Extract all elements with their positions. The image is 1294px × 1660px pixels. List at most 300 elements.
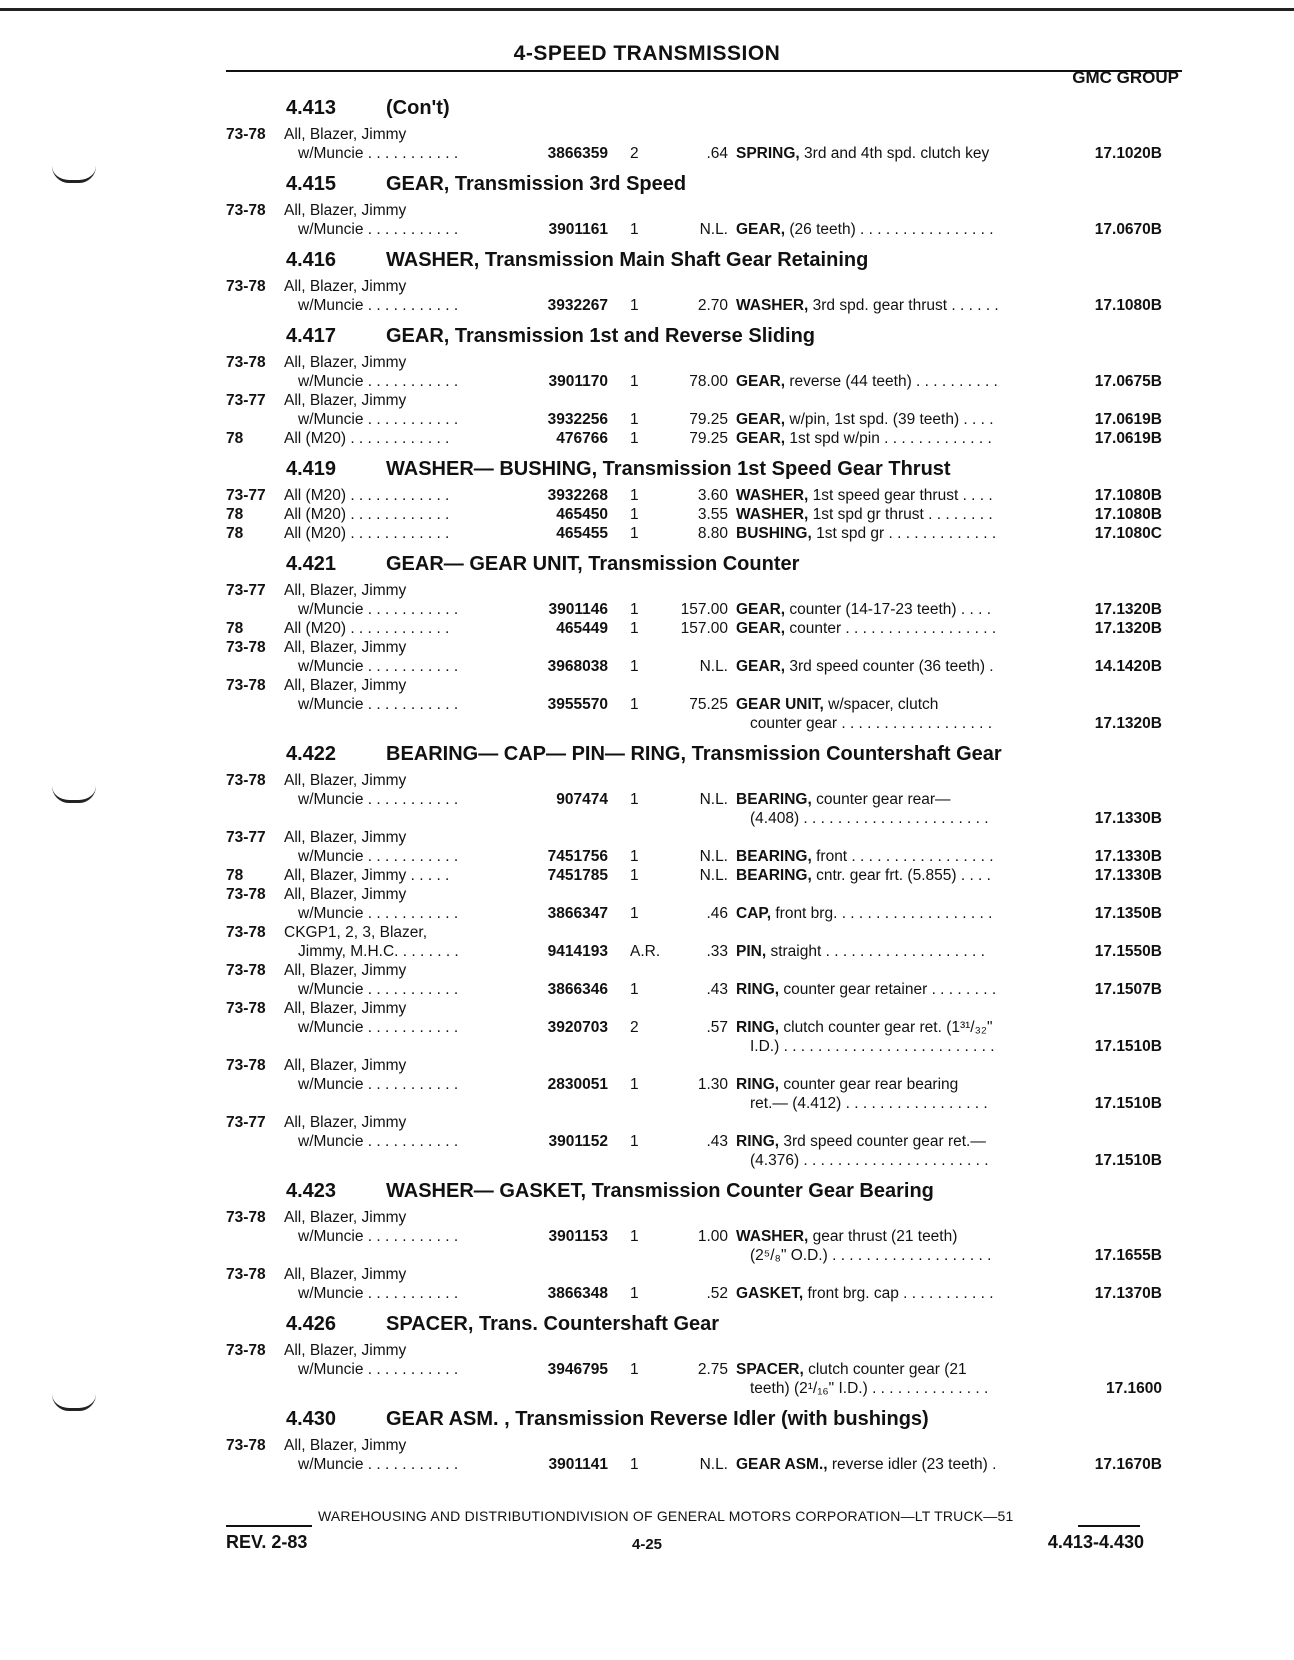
application xyxy=(284,657,516,676)
top-border-rule xyxy=(0,8,1294,11)
description xyxy=(728,1379,1054,1398)
price: N.L. xyxy=(699,221,728,238)
description-detail: counter gear rear— xyxy=(811,791,951,808)
part-number: 3932268 xyxy=(547,487,608,504)
application xyxy=(284,695,516,714)
part-line xyxy=(226,410,1186,429)
application-text: w/Muncie . . . . . . . . . . . xyxy=(298,905,459,922)
model-years: 78 xyxy=(226,506,244,523)
application-text: w/Muncie . . . . . . . . . . . xyxy=(298,145,459,162)
part-line xyxy=(226,828,1186,847)
description-name: WASHER, xyxy=(736,1228,809,1245)
section-title: WASHER— GASKET, Transmission Counter Gear Bearing xyxy=(386,1180,934,1202)
model-years: 73-78 xyxy=(226,1000,266,1017)
section-title: GEAR, Transmission 1st and Reverse Sliding xyxy=(386,325,816,347)
catalog-reference: 17.0675B xyxy=(1094,373,1162,390)
footer-rule-left xyxy=(226,1525,312,1527)
model-years: 73-77 xyxy=(226,1114,266,1131)
quantity: 1 xyxy=(630,867,639,884)
catalog-reference: 17.1330B xyxy=(1094,810,1162,827)
application: All (M20) . . . . . . . . . . . . xyxy=(284,487,450,504)
description-detail: 3rd speed counter gear ret.— xyxy=(779,1133,986,1150)
description xyxy=(728,410,1054,429)
model-years: 73-78 xyxy=(226,278,266,295)
catalog-reference: 17.1080B xyxy=(1094,506,1162,523)
quantity: 1 xyxy=(630,525,639,542)
part-line xyxy=(226,1360,1186,1379)
catalog-reference: 17.1670B xyxy=(1094,1456,1162,1473)
price: 2.75 xyxy=(697,1361,728,1378)
description-name: RING, xyxy=(736,1019,780,1036)
application-text: w/Muncie . . . . . . . . . . . xyxy=(298,848,459,865)
footer-publisher: WAREHOUSING AND DISTRIBUTIONDIVISION OF GENERAL MOTORS CORPORATION—LT TRUCK—51 xyxy=(318,1508,1014,1524)
catalog-section xyxy=(226,320,1186,448)
section-title: WASHER— BUSHING, Transmission 1st Speed Gear Thrust xyxy=(386,458,951,480)
section-heading xyxy=(286,453,1186,486)
model-years: 78 xyxy=(226,430,244,447)
application: All, Blazer, Jimmy xyxy=(284,1114,407,1131)
application: All, Blazer, Jimmy xyxy=(284,829,407,846)
model-years: 73-78 xyxy=(226,924,266,941)
part-line xyxy=(226,1208,1186,1227)
part-line xyxy=(226,1075,1186,1094)
price: 3.55 xyxy=(697,506,728,523)
section-number: 4.423 xyxy=(286,1180,337,1202)
application: All, Blazer, Jimmy xyxy=(284,392,407,409)
quantity: 1 xyxy=(630,430,639,447)
description-name: BUSHING, xyxy=(736,525,812,542)
description xyxy=(728,1132,1054,1151)
catalog-section xyxy=(226,1175,1186,1303)
description xyxy=(728,486,1054,505)
application: All (M20) . . . . . . . . . . . . xyxy=(284,430,450,447)
application xyxy=(284,980,516,999)
description-detail: gear thrust (21 teeth) xyxy=(808,1228,958,1245)
description xyxy=(728,144,1054,163)
section-number: 4.422 xyxy=(286,743,337,765)
part-number: 3920703 xyxy=(547,1019,608,1036)
description-detail: w/spacer, clutch xyxy=(823,696,939,713)
description xyxy=(728,809,1054,828)
application xyxy=(284,410,516,429)
section-number: 4.421 xyxy=(286,553,337,575)
application xyxy=(284,296,516,315)
application-text: w/Muncie . . . . . . . . . . . xyxy=(298,1361,459,1378)
price: .33 xyxy=(706,943,728,960)
application: CKGP1, 2, 3, Blazer, xyxy=(284,924,428,941)
application xyxy=(284,847,516,866)
description-detail: teeth) (2¹/₁₆" I.D.) . . . . . . . . . . . . . . xyxy=(750,1380,989,1397)
description-detail: (4.408) . . . . . . . . . . . . . . . . . . . . . . xyxy=(750,810,989,827)
binding-hole-mark xyxy=(52,786,96,803)
quantity: 1 xyxy=(630,297,639,314)
application: All, Blazer, Jimmy xyxy=(284,1000,407,1017)
application: All, Blazer, Jimmy xyxy=(284,278,407,295)
application-text: w/Muncie . . . . . . . . . . . xyxy=(298,981,459,998)
part-line xyxy=(226,1113,1186,1132)
part-line xyxy=(226,1018,1186,1037)
application: All (M20) . . . . . . . . . . . . xyxy=(284,506,450,523)
part-number: 3955570 xyxy=(547,696,608,713)
part-number: 465449 xyxy=(556,620,608,637)
application: All, Blazer, Jimmy xyxy=(284,126,407,143)
page-number: 4-25 xyxy=(631,1536,663,1553)
application xyxy=(284,942,516,961)
catalog-section xyxy=(226,548,1186,733)
application-text: Jimmy, M.H.C. . . . . . . . xyxy=(298,943,459,960)
group-label: GMC GROUP xyxy=(1072,68,1179,87)
description-detail: front brg. cap . . . . . . . . . . . xyxy=(803,1285,994,1302)
part-number: 3866359 xyxy=(547,145,608,162)
part-line xyxy=(226,638,1186,657)
description-detail: counter . . . . . . . . . . . . . . . . . . xyxy=(785,620,997,637)
catalog-reference: 17.1510B xyxy=(1094,1152,1162,1169)
catalog-reference: 17.1320B xyxy=(1094,601,1162,618)
quantity: 1 xyxy=(630,1133,639,1150)
part-line xyxy=(226,600,1186,619)
part-line xyxy=(226,391,1186,410)
catalog-reference: 17.1330B xyxy=(1094,848,1162,865)
application: All, Blazer, Jimmy xyxy=(284,677,407,694)
section-range: 4.413-4.430 xyxy=(1047,1532,1144,1552)
catalog-reference: 17.1655B xyxy=(1094,1247,1162,1264)
application-text: w/Muncie . . . . . . . . . . . xyxy=(298,1019,459,1036)
description xyxy=(728,372,1054,391)
description-name: GEAR, xyxy=(736,620,786,637)
description xyxy=(728,524,1054,543)
model-years: 73-78 xyxy=(226,639,266,656)
description xyxy=(728,942,1054,961)
quantity: 2 xyxy=(630,145,639,162)
description-detail: 1st speed gear thrust . . . . xyxy=(808,487,993,504)
catalog-reference: 17.1370B xyxy=(1094,1285,1162,1302)
part-number: 465455 xyxy=(556,525,608,542)
part-line xyxy=(226,1132,1186,1151)
section-title: (Con't) xyxy=(386,97,450,119)
description xyxy=(728,790,1054,809)
model-years: 73-77 xyxy=(226,487,266,504)
part-line xyxy=(226,999,1186,1018)
part-line xyxy=(226,1284,1186,1303)
part-line xyxy=(226,524,1186,543)
section-heading xyxy=(286,738,1186,771)
application xyxy=(284,904,516,923)
description-detail: counter gear . . . . . . . . . . . . . . . . . . xyxy=(750,715,993,732)
quantity: 1 xyxy=(630,221,639,238)
section-number: 4.426 xyxy=(286,1313,337,1335)
catalog-section xyxy=(226,244,1186,315)
part-number: 3968038 xyxy=(547,658,608,675)
section-heading xyxy=(286,92,1186,125)
price: .43 xyxy=(706,981,728,998)
part-number: 3901170 xyxy=(548,373,608,390)
description xyxy=(728,980,1054,999)
catalog-section xyxy=(226,738,1186,1170)
part-line xyxy=(226,1151,1186,1170)
model-years: 78 xyxy=(226,525,244,542)
part-line xyxy=(226,619,1186,638)
application xyxy=(284,600,516,619)
part-line xyxy=(226,904,1186,923)
part-line xyxy=(226,695,1186,714)
part-line xyxy=(226,220,1186,239)
application-text: w/Muncie . . . . . . . . . . . xyxy=(298,696,459,713)
section-number: 4.417 xyxy=(286,325,337,347)
application-text: w/Muncie . . . . . . . . . . . xyxy=(298,1456,459,1473)
part-line xyxy=(226,1436,1186,1455)
section-title: BEARING— CAP— PIN— RING, Transmission Countershaft Gear xyxy=(386,743,1002,765)
description xyxy=(728,505,1054,524)
part-line xyxy=(226,1341,1186,1360)
catalog-reference: 17.1080B xyxy=(1094,297,1162,314)
application: All, Blazer, Jimmy xyxy=(284,1057,407,1074)
model-years: 73-78 xyxy=(226,1342,266,1359)
part-line xyxy=(226,980,1186,999)
application xyxy=(284,790,516,809)
description-detail: 3rd and 4th spd. clutch key xyxy=(799,145,990,162)
quantity: 1 xyxy=(630,696,639,713)
part-line xyxy=(226,1265,1186,1284)
section-heading xyxy=(286,320,1186,353)
quantity: 1 xyxy=(630,1228,639,1245)
model-years: 73-78 xyxy=(226,886,266,903)
description-name: GASKET, xyxy=(736,1285,804,1302)
price: 2.70 xyxy=(697,297,728,314)
part-number: 3901152 xyxy=(548,1133,608,1150)
model-years: 73-78 xyxy=(226,772,266,789)
description-detail: cntr. gear frt. (5.855) . . . . xyxy=(811,867,991,884)
quantity: 1 xyxy=(630,506,639,523)
description-name: RING, xyxy=(736,1133,780,1150)
description-detail: counter (14-17-23 teeth) . . . . xyxy=(785,601,992,618)
price: .43 xyxy=(706,1133,728,1150)
price: 79.25 xyxy=(689,430,728,447)
description xyxy=(728,1246,1054,1265)
model-years: 78 xyxy=(226,620,244,637)
application: All, Blazer, Jimmy xyxy=(284,639,407,656)
model-years: 73-78 xyxy=(226,126,266,143)
part-line xyxy=(226,923,1186,942)
quantity: 1 xyxy=(630,1361,639,1378)
part-line xyxy=(226,809,1186,828)
application: All, Blazer, Jimmy xyxy=(284,354,407,371)
application-text: w/Muncie . . . . . . . . . . . xyxy=(298,221,459,238)
section-title: GEAR— GEAR UNIT, Transmission Counter xyxy=(386,553,800,575)
application-text: w/Muncie . . . . . . . . . . . xyxy=(298,411,459,428)
description xyxy=(728,1018,1054,1037)
description xyxy=(728,1360,1054,1379)
section-heading xyxy=(286,168,1186,201)
model-years: 73-78 xyxy=(226,354,266,371)
price: 75.25 xyxy=(689,696,728,713)
application: All, Blazer, Jimmy xyxy=(284,202,407,219)
application: All, Blazer, Jimmy xyxy=(284,1266,407,1283)
part-line xyxy=(226,296,1186,315)
part-line xyxy=(226,676,1186,695)
part-line xyxy=(226,885,1186,904)
application: All (M20) . . . . . . . . . . . . xyxy=(284,525,450,542)
application: All, Blazer, Jimmy . . . . . xyxy=(284,867,450,884)
part-line xyxy=(226,1037,1186,1056)
part-line xyxy=(226,942,1186,961)
price: N.L. xyxy=(699,1456,728,1473)
description-detail: clutch counter gear ret. (1³¹/₃₂" xyxy=(779,1019,993,1036)
catalog-reference: 17.1320B xyxy=(1094,715,1162,732)
description-name: GEAR ASM., xyxy=(736,1456,828,1473)
part-number: 7451785 xyxy=(547,867,608,884)
quantity: 1 xyxy=(630,905,639,922)
model-years: 73-77 xyxy=(226,392,266,409)
section-title: GEAR ASM. , Transmission Reverse Idler (with bushings) xyxy=(386,1408,929,1430)
price: N.L. xyxy=(699,848,728,865)
catalog-reference: 17.1507B xyxy=(1094,981,1162,998)
application: All (M20) . . . . . . . . . . . . xyxy=(284,620,450,637)
application-text: w/Muncie . . . . . . . . . . . xyxy=(298,1285,459,1302)
part-number: 3866347 xyxy=(547,905,608,922)
part-line xyxy=(226,144,1186,163)
catalog-reference: 17.0619B xyxy=(1094,430,1162,447)
price: N.L. xyxy=(699,867,728,884)
description-detail: (26 teeth) . . . . . . . . . . . . . . . . xyxy=(785,221,994,238)
description xyxy=(728,619,1054,638)
section-title: GEAR, Transmission 3rd Speed xyxy=(386,173,687,195)
part-number: 907474 xyxy=(556,791,608,808)
binding-hole-mark xyxy=(52,1394,96,1411)
application-text: w/Muncie . . . . . . . . . . . xyxy=(298,1133,459,1150)
quantity: 1 xyxy=(630,620,639,637)
description xyxy=(728,657,1054,676)
part-number: 476766 xyxy=(556,430,608,447)
part-number: 7451756 xyxy=(547,848,608,865)
title-rule xyxy=(226,70,1182,72)
catalog-reference: 17.1320B xyxy=(1094,620,1162,637)
catalog-section xyxy=(226,453,1186,543)
part-line xyxy=(226,790,1186,809)
price: 79.25 xyxy=(689,411,728,428)
section-number: 4.416 xyxy=(286,249,337,271)
model-years: 73-78 xyxy=(226,962,266,979)
description-name: GEAR, xyxy=(736,411,786,428)
description-name: WASHER, xyxy=(736,506,809,523)
part-line xyxy=(226,125,1186,144)
description xyxy=(728,296,1054,315)
description xyxy=(728,1037,1054,1056)
price: 157.00 xyxy=(680,601,728,618)
application xyxy=(284,1227,516,1246)
description-name: RING, xyxy=(736,981,780,998)
description xyxy=(728,866,1054,885)
description-name: GEAR, xyxy=(736,373,786,390)
application xyxy=(284,1360,516,1379)
model-years: 73-77 xyxy=(226,829,266,846)
part-line xyxy=(226,581,1186,600)
model-years: 73-78 xyxy=(226,1266,266,1283)
price: 8.80 xyxy=(697,525,728,542)
part-line xyxy=(226,1094,1186,1113)
description-name: RING, xyxy=(736,1076,780,1093)
part-number: 3866346 xyxy=(547,981,608,998)
description-detail: clutch counter gear (21 xyxy=(803,1361,967,1378)
quantity: 1 xyxy=(630,1076,639,1093)
part-number: 3946795 xyxy=(547,1361,608,1378)
catalog-reference: 17.1080B xyxy=(1094,487,1162,504)
part-number: 3901153 xyxy=(548,1228,608,1245)
part-line xyxy=(226,771,1186,790)
description xyxy=(728,1094,1054,1113)
quantity: 1 xyxy=(630,487,639,504)
description xyxy=(728,1075,1054,1094)
catalog-reference: 17.1080C xyxy=(1094,525,1162,542)
description-detail: reverse idler (23 teeth) . xyxy=(827,1456,997,1473)
part-line xyxy=(226,1227,1186,1246)
quantity: 1 xyxy=(630,1456,639,1473)
application: All, Blazer, Jimmy xyxy=(284,1437,407,1454)
description xyxy=(728,1284,1054,1303)
application xyxy=(284,144,516,163)
description xyxy=(728,1455,1054,1474)
page-title: 4-SPEED TRANSMISSION xyxy=(513,42,781,65)
quantity: 1 xyxy=(630,373,639,390)
description xyxy=(728,429,1054,448)
description xyxy=(728,714,1054,733)
catalog-section xyxy=(226,92,1186,163)
application xyxy=(284,1455,516,1474)
part-number: 465450 xyxy=(556,506,608,523)
section-number: 4.430 xyxy=(286,1408,337,1430)
part-line xyxy=(226,505,1186,524)
part-number: 2830051 xyxy=(547,1076,608,1093)
application: All, Blazer, Jimmy xyxy=(284,1209,407,1226)
catalog-reference: 14.1420B xyxy=(1094,658,1162,675)
section-heading xyxy=(286,1403,1186,1436)
application-text: w/Muncie . . . . . . . . . . . xyxy=(298,1228,459,1245)
part-number: 9414193 xyxy=(547,943,608,960)
description-detail: (2⁵/₈" O.D.) . . . . . . . . . . . . . . . . . . . xyxy=(750,1247,992,1264)
price: 1.30 xyxy=(697,1076,728,1093)
price: .57 xyxy=(706,1019,728,1036)
description-detail: 1st spd gr thrust . . . . . . . . xyxy=(808,506,993,523)
catalog-section xyxy=(226,1403,1186,1474)
section-heading xyxy=(286,1308,1186,1341)
application xyxy=(284,1018,516,1037)
price: 157.00 xyxy=(680,620,728,637)
quantity: 1 xyxy=(630,601,639,618)
section-number: 4.419 xyxy=(286,458,337,480)
description-name: GEAR, xyxy=(736,221,786,238)
description xyxy=(728,904,1054,923)
model-years: 73-78 xyxy=(226,202,266,219)
part-line xyxy=(226,1056,1186,1075)
price: .64 xyxy=(706,145,728,162)
quantity: 1 xyxy=(630,411,639,428)
description-name: BEARING, xyxy=(736,848,812,865)
application: All, Blazer, Jimmy xyxy=(284,962,407,979)
catalog-reference: 17.1550B xyxy=(1094,943,1162,960)
model-years: 73-77 xyxy=(226,582,266,599)
part-line xyxy=(226,486,1186,505)
quantity: 1 xyxy=(630,848,639,865)
description-detail: front . . . . . . . . . . . . . . . . . xyxy=(811,848,994,865)
quantity: 1 xyxy=(630,791,639,808)
description-name: SPACER, xyxy=(736,1361,804,1378)
description-name: WASHER, xyxy=(736,487,809,504)
part-line xyxy=(226,1455,1186,1474)
catalog-reference: 17.1020B xyxy=(1094,145,1162,162)
description-detail: w/pin, 1st spd. (39 teeth) . . . . xyxy=(785,411,994,428)
description-name: GEAR, xyxy=(736,658,786,675)
model-years: 73-78 xyxy=(226,677,266,694)
section-heading xyxy=(286,244,1186,277)
